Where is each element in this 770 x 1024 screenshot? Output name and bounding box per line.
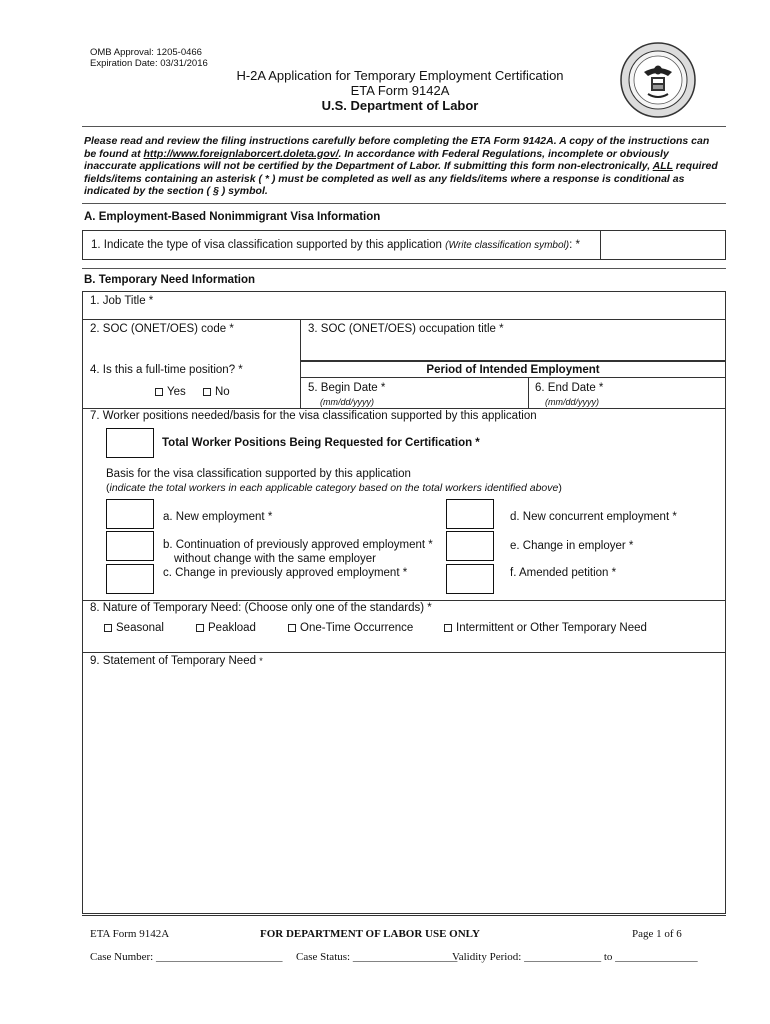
job-title-input[interactable]	[82, 291, 726, 319]
no-checkbox[interactable]	[203, 388, 211, 396]
instructions-all: ALL	[652, 160, 673, 172]
nature-need-label: 8. Nature of Temporary Need: (Choose only one of the standards) *	[90, 602, 432, 614]
instructions-text-1: Please read and review the filing instructions carefully before completing the ETA Form 9142A. A copy of the instructions can be found at	[84, 135, 710, 160]
statement-textarea[interactable]	[84, 670, 724, 912]
visa-q-star: : *	[569, 239, 580, 251]
validity-period-field: Validity Period: ______________ to _______________	[452, 951, 698, 963]
peakload-label: Peakload	[208, 622, 256, 634]
worker-positions-label: 7. Worker positions needed/basis for the visa classification supported by this application	[90, 410, 537, 422]
form-number: ETA Form 9142A	[350, 83, 450, 98]
section-a-heading: A. Employment-Based Nonimmigrant Visa Information	[84, 211, 381, 223]
amended-petition-label: f. Amended petition *	[510, 567, 617, 579]
basis-hint-text: indicate the total workers in each applicable category based on the total workers identified above	[109, 482, 559, 494]
begin-date-label: 5. Begin Date *	[308, 382, 386, 394]
section-a-rule	[82, 203, 726, 204]
begin-date-input[interactable]	[301, 378, 527, 408]
continuation-input[interactable]	[106, 531, 154, 561]
seasonal-option[interactable]	[104, 621, 164, 635]
new-concurrent-label: d. New concurrent employment *	[510, 511, 677, 523]
basis-label: Basis for the visa classification supported by this application	[106, 468, 411, 480]
basis-hint-open: (	[106, 482, 110, 494]
full-time-label: 4. Is this a full-time position? *	[90, 364, 243, 376]
intermittent-checkbox[interactable]	[444, 624, 452, 632]
statement-label	[90, 654, 263, 668]
one-time-option[interactable]	[288, 621, 413, 635]
peakload-checkbox[interactable]	[196, 624, 204, 632]
visa-classification-input[interactable]	[600, 231, 726, 259]
instructions-text-3: required fields/items containing an asterisk ( * ) must be completed as well as any fields/items where a response is conditional as indicated by the section ( § ) symbol.	[84, 160, 718, 197]
no-label: No	[215, 386, 230, 398]
basis-hint-close: )	[558, 482, 562, 494]
instructions	[84, 135, 724, 198]
visa-classification-row	[82, 230, 726, 260]
period-heading: Period of Intended Employment	[426, 364, 600, 376]
form-title: H-2A Application for Temporary Employment Certification	[236, 68, 564, 83]
soc-title-label: 3. SOC (ONET/OES) occupation title *	[308, 323, 504, 335]
yes-checkbox[interactable]	[155, 388, 163, 396]
new-employment-label: a. New employment *	[163, 511, 273, 523]
footer-dol-use: FOR DEPARTMENT OF LABOR USE ONLY	[260, 928, 480, 940]
new-employment-input[interactable]	[106, 499, 154, 529]
divider-5	[82, 652, 726, 653]
job-title-label: 1. Job Title *	[90, 295, 154, 307]
statement-star: *	[259, 656, 263, 666]
visa-classification-label	[91, 238, 580, 253]
seasonal-checkbox[interactable]	[104, 624, 112, 632]
basis-hint	[106, 481, 562, 495]
soc-code-input[interactable]	[82, 319, 300, 360]
intermittent-option[interactable]	[444, 621, 647, 635]
total-workers-input[interactable]	[106, 428, 154, 458]
total-workers-label: Total Worker Positions Being Requested for Certification *	[162, 437, 480, 449]
expiration-date: Expiration Date: 03/31/2016	[90, 58, 208, 69]
instructions-text-2: . In accordance with Federal Regulations, incomplete or obviously inaccurate applications will not be certified by the Department of Labor. If submitting this form non-electronically,	[84, 147, 669, 172]
change-employer-input[interactable]	[446, 531, 494, 561]
new-concurrent-input[interactable]	[446, 499, 494, 529]
footer-page: Page 1 of 6	[632, 928, 682, 940]
end-date-hint: (mm/dd/yyyy)	[545, 397, 599, 407]
amended-petition-input[interactable]	[446, 564, 494, 594]
one-time-label: One-Time Occurrence	[300, 622, 414, 634]
yes-option[interactable]	[155, 385, 186, 399]
footer-form: ETA Form 9142A	[90, 928, 170, 940]
change-approved-input[interactable]	[106, 564, 154, 594]
continuation-label: b. Continuation of previously approved employment *	[163, 539, 433, 551]
seasonal-label: Seasonal	[116, 622, 164, 634]
yes-label: Yes	[167, 386, 186, 398]
section-b-rule	[82, 268, 726, 269]
no-option[interactable]	[203, 385, 230, 399]
soc-code-label: 2. SOC (ONET/OES) code *	[90, 323, 234, 335]
intermittent-label: Intermittent or Other Temporary Need	[456, 622, 647, 634]
statement-text: 9. Statement of Temporary Need	[90, 655, 256, 667]
omb-approval: OMB Approval: 1205-0466	[90, 47, 202, 58]
end-date-label: 6. End Date *	[535, 382, 604, 394]
case-status-field: Case Status: ___________________	[296, 951, 458, 963]
continuation-label-2: without change with the same employer	[174, 553, 376, 565]
footer-rule	[82, 915, 726, 916]
agency-name: U.S. Department of Labor	[321, 98, 479, 113]
visa-q-text: 1. Indicate the type of visa classification supported by this application	[91, 239, 446, 251]
soc-title-input[interactable]	[301, 319, 726, 360]
change-approved-label: c. Change in previously approved employment *	[163, 567, 408, 579]
visa-q-hint: (Write classification symbol)	[445, 240, 570, 251]
case-number-field: Case Number: _______________________	[90, 951, 283, 963]
change-employer-label: e. Change in employer *	[510, 540, 634, 552]
end-date-input[interactable]	[529, 378, 726, 408]
instructions-link[interactable]: http://www.foreignlaborcert.doleta.gov/	[143, 147, 339, 160]
peakload-option[interactable]	[196, 621, 256, 635]
section-b-heading: B. Temporary Need Information	[84, 274, 256, 286]
begin-date-hint: (mm/dd/yyyy)	[320, 397, 374, 407]
dol-seal-icon	[620, 42, 696, 118]
header-rule	[82, 126, 726, 127]
one-time-checkbox[interactable]	[288, 624, 296, 632]
divider-2	[300, 360, 726, 362]
